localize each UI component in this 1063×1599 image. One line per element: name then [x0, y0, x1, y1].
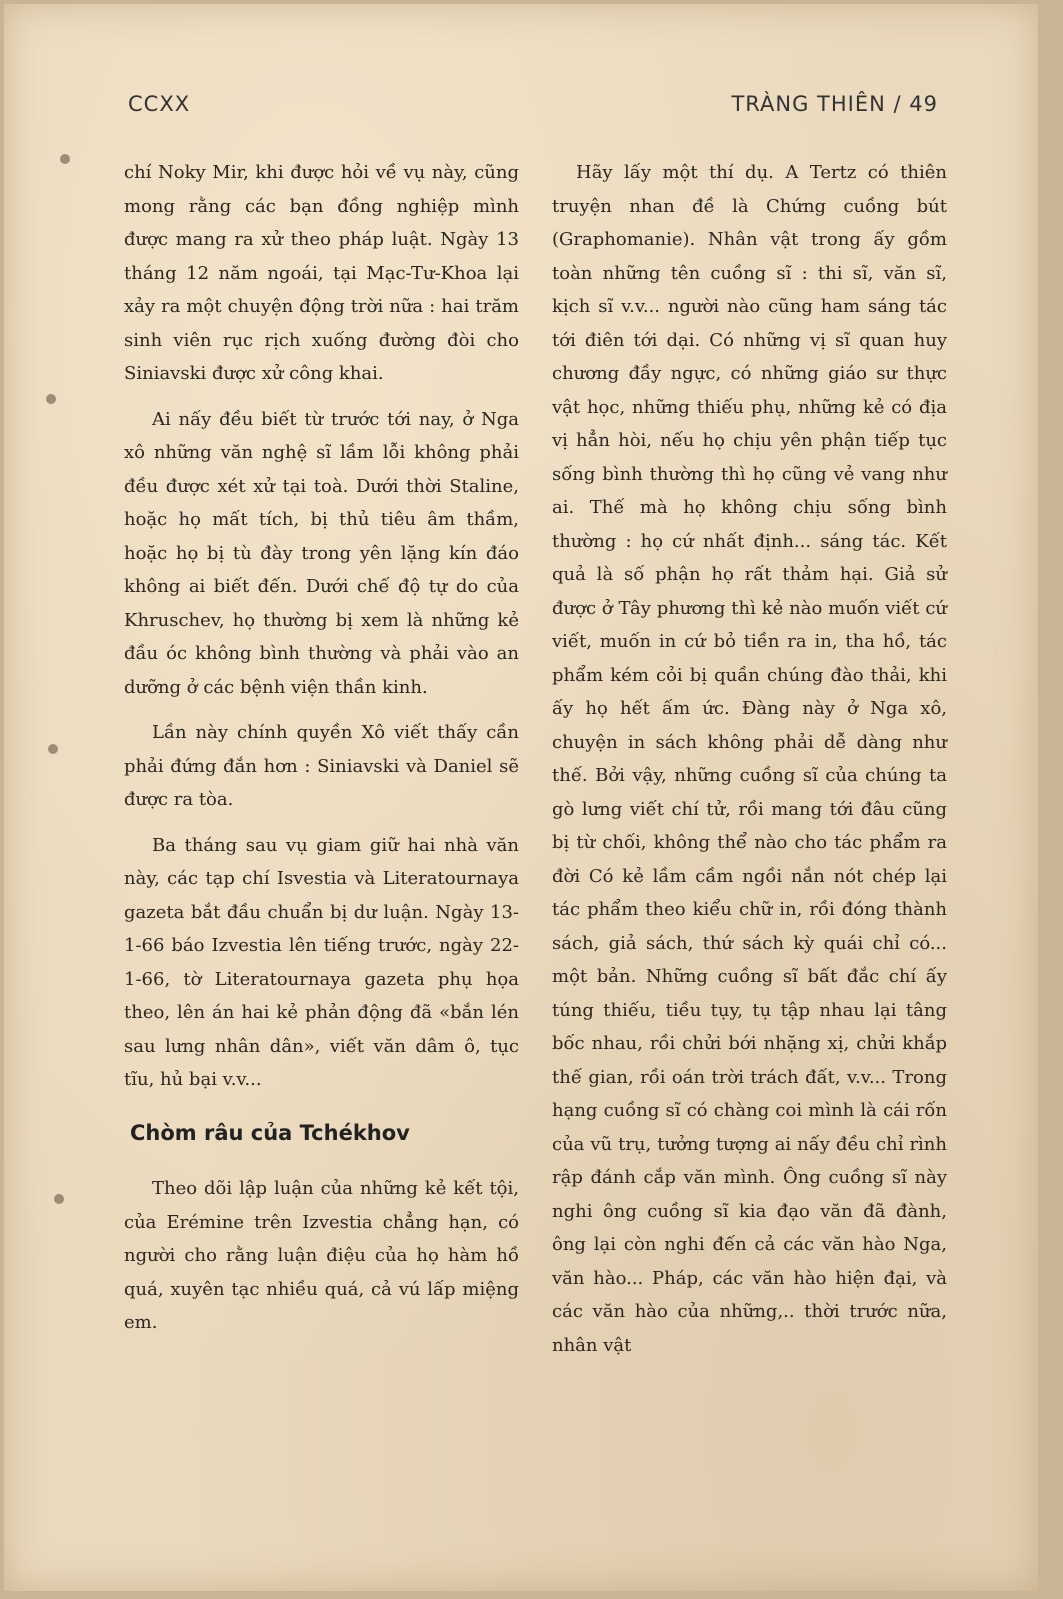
paragraph: Hãy lấy một thí dụ. A Tertz có thiên truyện nhan đề là Chứng cuồng bút (Graphomanie). Nhân vật trong ấy gồm toàn những tên cuồng sĩ : thi sĩ, văn sĩ, kịch sĩ v.v... người nào cũng ham sáng tác tới điên tới dại. Có những vị sĩ quan huy chương đầy ngực, có những giáo sư thực vật học, những thiếu phụ, những kẻ có địa vị hẳn hòi, nếu họ chịu yên phận tiếp tục sống bình thường thì họ cũng vẻ vang như ai. Thế mà họ không chịu sống bình thường : họ cứ nhất định... sáng tác. Kết quả là số phận họ rất thảm hại. Giả sử được ở Tây phương thì kẻ nào muốn viết cứ viết, muốn in cứ bỏ tiền ra in, tha hồ, tác phẩm kém cỏi bị quần chúng đào thải, khi ấy họ hết ấm ức. Đàng này ở Nga xô, chuyện in sách không phải dễ dàng như thế. Bởi vậy, những cuồng sĩ của chúng ta gò lưng viết chí tử, rồi mang tới đâu cũng bị từ chối, không thể nào cho tác phẩm ra đời Có kẻ lầm cầm ngồi nắn nót chép lại tác phẩm theo kiểu chữ in, rồi đóng thành sách, giả sách, thứ sách kỳ quái chỉ có... một bản. Những cuồng sĩ bất đắc chí ấy túng thiếu, tiều tụy, tụ tập nhau lại tâng bốc nhau, rồi chửi bới nhặng xị, chửi khắp thế gian, rồi oán trời trách đất, v.v... Trong hạng cuồng sĩ có chàng coi mình là cái rốn của vũ trụ, tưởng tượng ai nấy đều chỉ rình rập đánh cắp văn mình. Ông cuồng sĩ này nghi ông cuồng sĩ kia đạo văn đã đành, ông lại còn nghi đến cả các văn hào Nga, văn hào... Pháp, các văn hào hiện đại, và các văn hào của những,.. thời trước nữa, nhân vật: [552, 162, 947, 1356]
binding-hole: [54, 1194, 64, 1204]
left-column: [124, 156, 519, 1340]
page-section-label: CCXX: [128, 92, 191, 116]
page-title-number: TRÀNG THIÊN / 49: [731, 92, 938, 116]
paragraph: chí Noky Mir, khi được hỏi về vụ này, cũng mong rằng các bạn đồng nghiệp mình được mang ra xử theo pháp luật. Ngày 13 tháng 12 năm ngoái, tại Mạc-Tư-Khoa lại xảy ra một chuyện động trời nữa : hai trăm sinh viên rục rịch xuống đường đòi cho Siniavski được xử công khai.: [124, 162, 519, 384]
binding-hole: [48, 744, 58, 754]
paragraph: Ba tháng sau vụ giam giữ hai nhà văn này, các tạp chí Isvestia và Literatournaya gazeta bắt đầu chuẩn bị dư luận. Ngày 13-1-66 báo Izvestia lên tiếng trước, ngày 22-1-66, tờ Literatournaya gazeta phụ họa theo, lên án hai kẻ phản động đã «bắn lén sau lưng nhân dân», viết văn dâm ô, tục tĩu, hủ bại v.v...: [124, 834, 519, 1090]
binding-hole: [60, 154, 70, 164]
running-header: [128, 92, 938, 128]
paragraph: Ai nấy đều biết từ trước tới nay, ở Nga xô những văn nghệ sĩ lầm lỗi không phải đều được xét xử tại toà. Dưới thời Staline, hoặc họ mất tích, bị thủ tiêu âm thầm, hoặc họ bị tù đày trong yên lặng kín đáo không ai biết đến. Dưới chế độ tự do của Khruschev, họ thường bị xem là những kẻ đầu óc không bình thường và phải vào an dưỡng ở các bệnh viện thần kinh.: [124, 408, 519, 698]
book-page: [4, 4, 1038, 1591]
paragraph: Theo dõi lập luận của những kẻ kết tội, của Erémine trên Izvestia chẳng hạn, có người cho rằng luận điệu của họ hàm hồ quá, xuyên tạc nhiều quá, cả vú lấp miệng em.: [124, 1178, 519, 1333]
paragraph: Lần này chính quyền Xô viết thấy cần phải đứng đắn hơn : Siniavski và Daniel sẽ được ra tòa.: [124, 722, 519, 810]
binding-hole: [46, 394, 56, 404]
right-column: [552, 156, 947, 1362]
section-heading: Chòm râu của Tchékhov: [130, 1120, 410, 1145]
